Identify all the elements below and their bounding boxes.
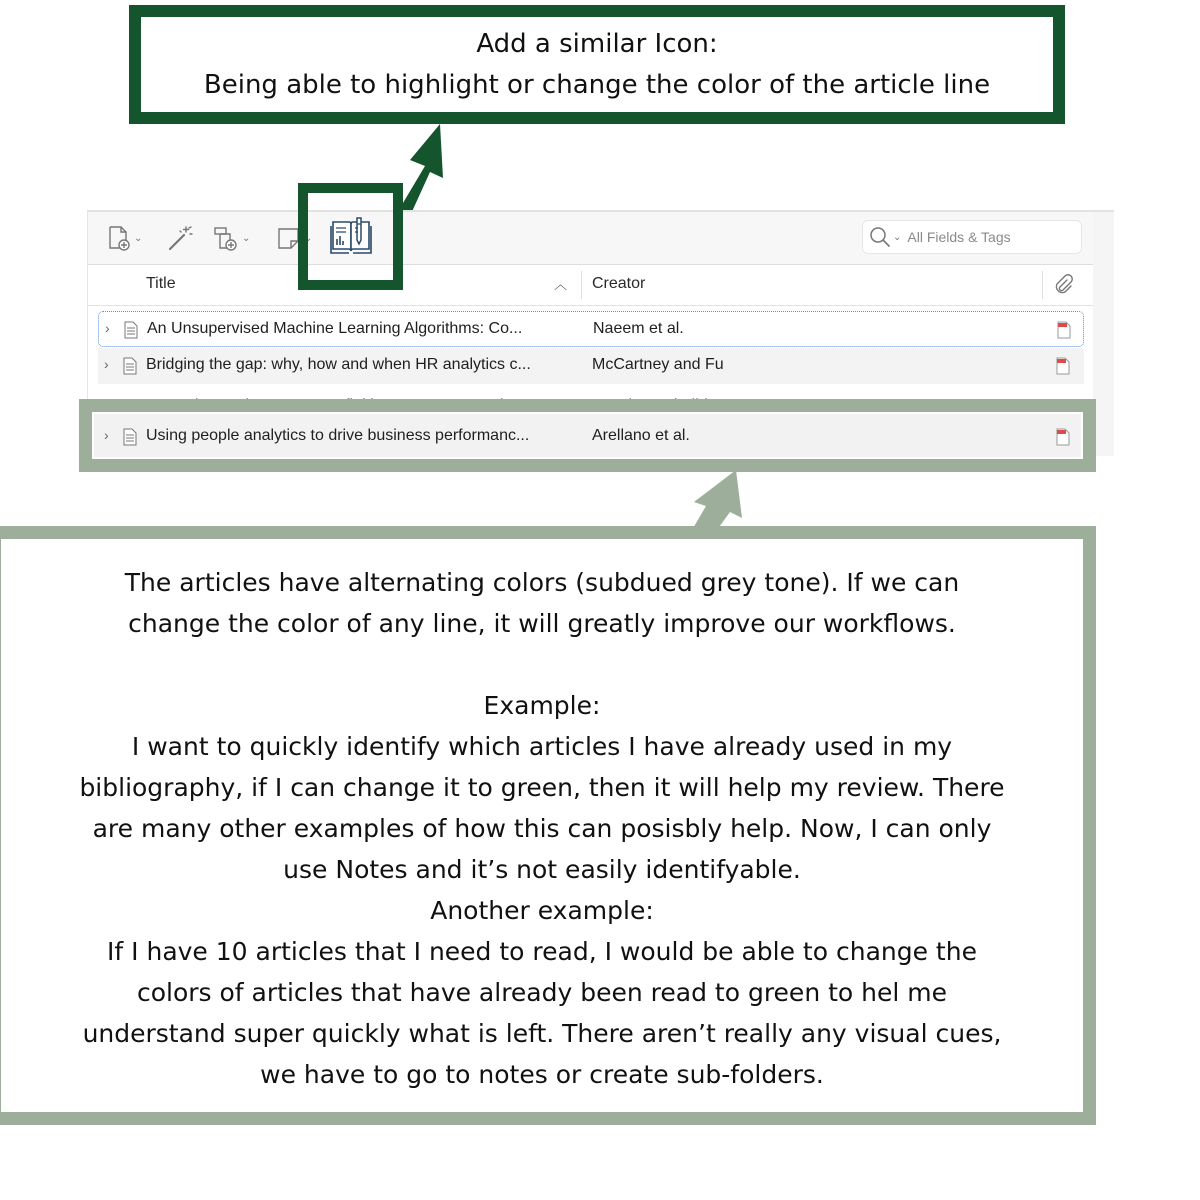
new-item-icon (106, 225, 132, 251)
row-creator: McCartney and Fu (592, 356, 724, 373)
top-callout (129, 5, 1065, 124)
callout-line: Another example: (430, 896, 654, 925)
document-icon (122, 357, 138, 380)
chevron-down-icon: ⌄ (893, 231, 902, 243)
callout-line: we have to go to notes or create sub-folders. (260, 1060, 824, 1089)
top-callout-text: Being able to highlight or change the color of the article line (203, 69, 991, 100)
book-highlight-icon (330, 216, 372, 256)
sort-ascending-icon[interactable]: ︿ (554, 277, 568, 292)
callout-line: colors of articles that have already been read to green to hel me (136, 978, 948, 1007)
callout-line: are many other examples of how this can posisbly help. Now, I can only (92, 814, 992, 843)
book-highlight-button[interactable] (330, 216, 372, 256)
row-title: An Unsupervised Machine Learning Algorithms: Co... (147, 320, 523, 337)
column-creator-header[interactable]: Creator (592, 275, 646, 292)
highlighted-row-callout (79, 399, 1096, 472)
callout-line: use Notes and it’s not easily identifyable. (283, 855, 801, 884)
row-title: Using people analytics to drive business performanc... (146, 427, 530, 444)
column-title-header[interactable]: Title (146, 275, 176, 292)
table-header (88, 265, 1093, 306)
pdf-icon[interactable] (1055, 428, 1071, 451)
chevron-down-icon: ⌄ (134, 232, 143, 244)
row-title: Bridging the gap: why, how and when HR analytics c... (146, 356, 531, 373)
chevron-right-icon[interactable]: › (104, 427, 109, 443)
arrow-up-sage-icon (688, 466, 748, 534)
row-creator: Naeem et al. (593, 320, 684, 337)
search-icon (869, 226, 891, 248)
callout-line: change the color of any line, it will greatly improve our workflows. (128, 609, 956, 638)
add-by-identifier-button[interactable] (166, 224, 194, 252)
toolbar (88, 212, 1093, 265)
table-row[interactable] (98, 311, 1084, 347)
add-attachment-button[interactable] (212, 224, 250, 252)
new-item-button[interactable] (106, 224, 142, 252)
add-attachment-icon (212, 225, 240, 251)
table-row[interactable] (94, 414, 1081, 457)
search-field[interactable] (862, 220, 1082, 254)
table-row[interactable] (98, 348, 1084, 384)
document-icon (122, 428, 138, 451)
row-creator: Arellano et al. (592, 427, 690, 444)
chevron-down-icon: ⌄ (242, 232, 251, 244)
pdf-icon[interactable] (1055, 357, 1071, 380)
callout-line: The articles have alternating colors (subdued grey tone). If we can (124, 568, 960, 597)
chevron-right-icon[interactable]: › (105, 320, 110, 336)
callout-line: bibliography, if I can change it to green, then it will help my review. There (79, 773, 1005, 802)
callout-line: I want to quickly identify which articles I have already used in my (131, 732, 953, 761)
chevron-right-icon[interactable]: › (104, 356, 109, 372)
chevron-down-icon: ⌄ (304, 232, 313, 244)
document-icon (123, 321, 139, 344)
column-divider[interactable] (1042, 271, 1043, 299)
callout-line: understand super quickly what is left. There aren’t really any visual cues, (82, 1019, 1002, 1048)
paperclip-icon[interactable] (1054, 275, 1074, 300)
magic-wand-icon (166, 225, 194, 251)
callout-line: If I have 10 articles that I need to read, I would be able to change the (107, 937, 977, 966)
column-divider[interactable] (581, 271, 582, 299)
bottom-callout (0, 526, 1096, 1125)
callout-line: Example: (483, 691, 601, 720)
pdf-icon[interactable] (1056, 321, 1072, 344)
top-callout-heading: Add a similar Icon: (476, 28, 718, 59)
search-placeholder: All Fields & Tags (907, 229, 1011, 245)
